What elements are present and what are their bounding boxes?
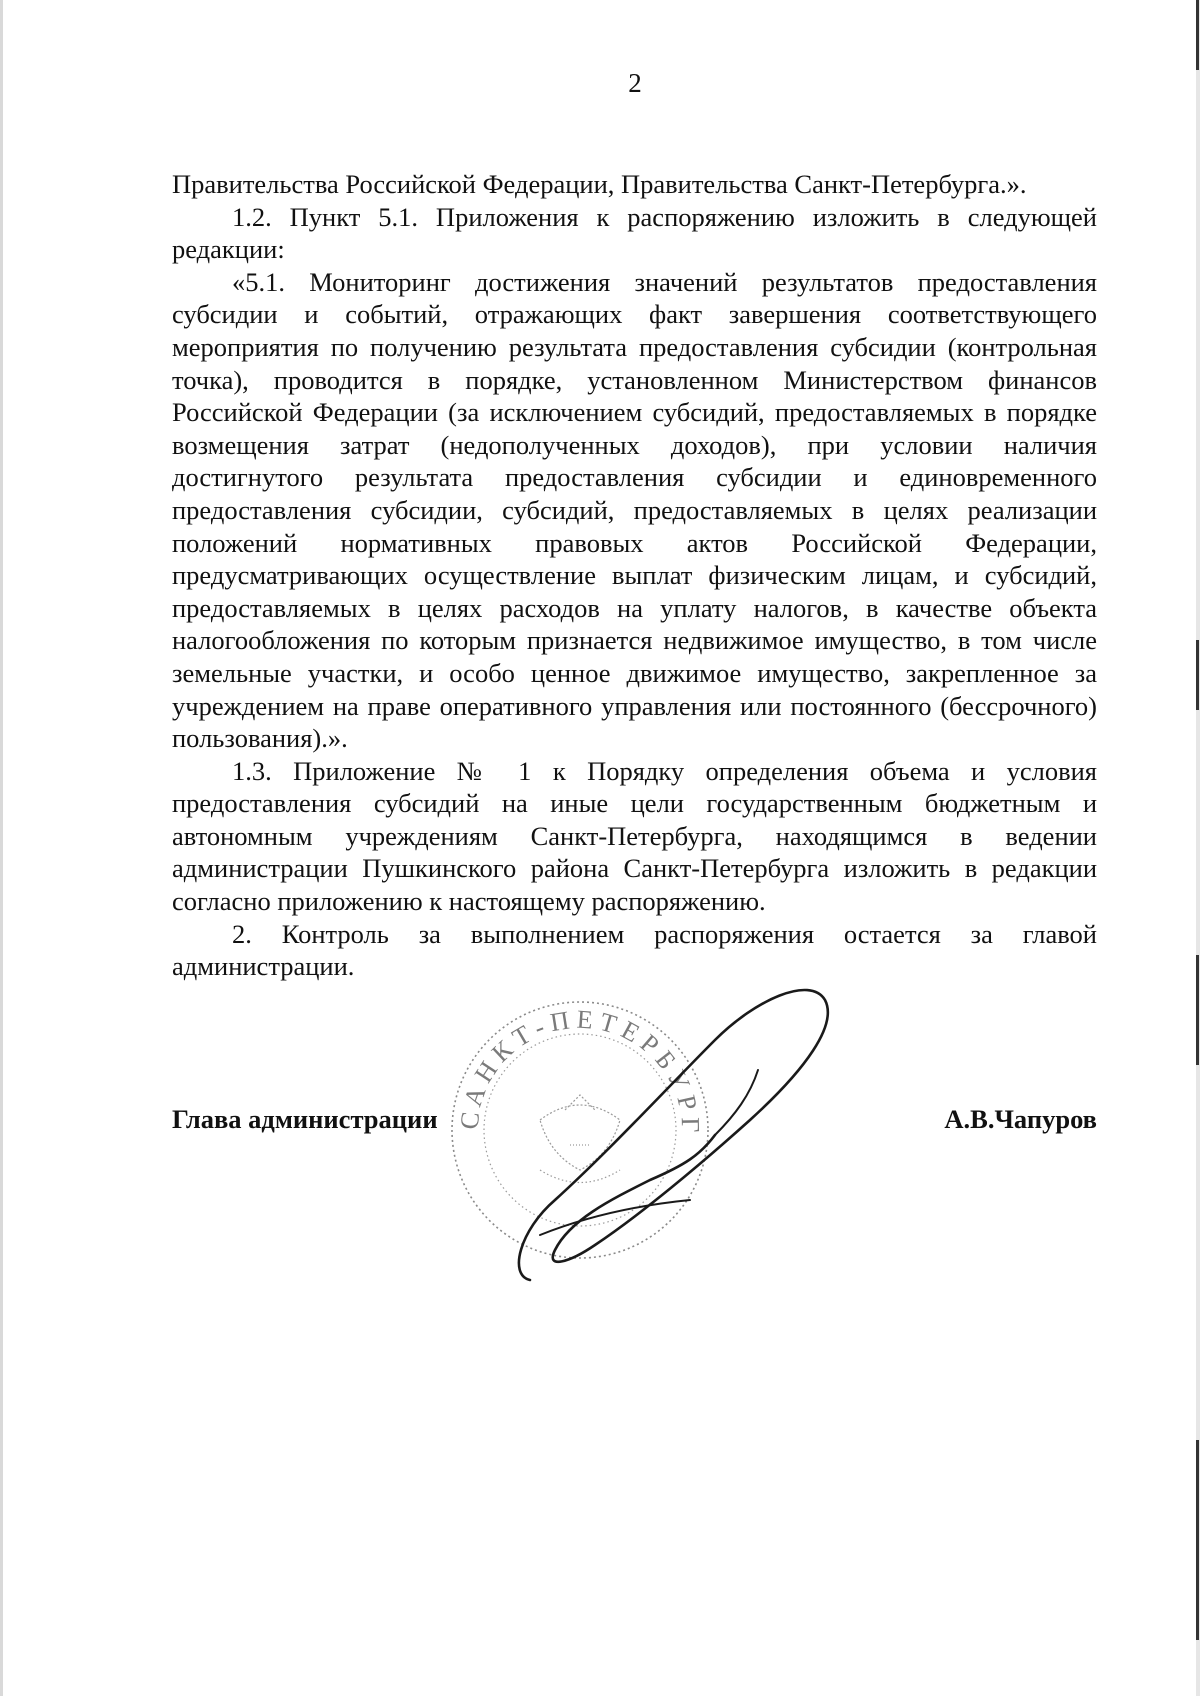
paragraph-clause-1-3: 1.3. Приложение № 1 к Порядку определения объема и условия предоставления субсидий на иные цели государственным бюджетным и автономным учреждениям Санкт-Петербурга, находящимся в ведении администрации Пушкинского района Санкт-Петербурга изложить в редакции согласно приложению к настоящему распоряжению. [172, 755, 1097, 917]
paragraph-clause-5-1: «5.1. Мониторинг достижения значений результатов предоставления субсидии и событий, отражающих факт завершения соответствующего мероприятия по получению результата предоставления субсидии (контрольная точка), проводится в порядке, установленном Министерством финансов Российской Федерации (за исключением субсидий, предоставляемых в порядке возмещения затрат (недополученных доходов), при условии наличия достигнутого результата предоставления субсидии и единовременного предоставления субсидии, субсидий, предоставляемых в целях реализации положений нормативных правовых актов Российской Федерации, предусматривающих осуществление выплат физическим лицам, и субсидий, предоставляемых в целях расходов на уплату налогов, в качестве объекта налогообложения по которым признается недвижимое имущество, в том числе земельные участки, и особо ценное движимое имущество, закрепленное за учреждением на праве оперативного управления или постоянного (бессрочного) пользования).». [172, 266, 1097, 754]
handwritten-signature [500, 975, 850, 1305]
page-number: 2 [628, 68, 642, 98]
document-body [172, 168, 1097, 983]
signatory-name: А.В.Чапуров [944, 1104, 1097, 1134]
scan-edge-mark [1196, 640, 1199, 710]
scan-edge-mark [1196, 0, 1199, 70]
stamp-text: САНКТ-ПЕТЕРБУРГ [454, 1004, 706, 1139]
scan-edge-mark [1196, 955, 1199, 1065]
paragraph-continuation: Правительства Российской Федерации, Правительства Санкт-Петербурга.». [172, 169, 1027, 199]
signatory-title: Глава администрации [172, 1104, 438, 1134]
paragraph-clause-2: 2. Контроль за выполнением распоряжения остается за главой администрации. [172, 918, 1097, 982]
paragraph-clause-1-2: 1.2. Пункт 5.1. Приложения к распоряжению изложить в следующей редакции: [172, 201, 1097, 265]
scan-edge-left [0, 0, 3, 1696]
scan-edge-mark [1196, 1440, 1199, 1640]
